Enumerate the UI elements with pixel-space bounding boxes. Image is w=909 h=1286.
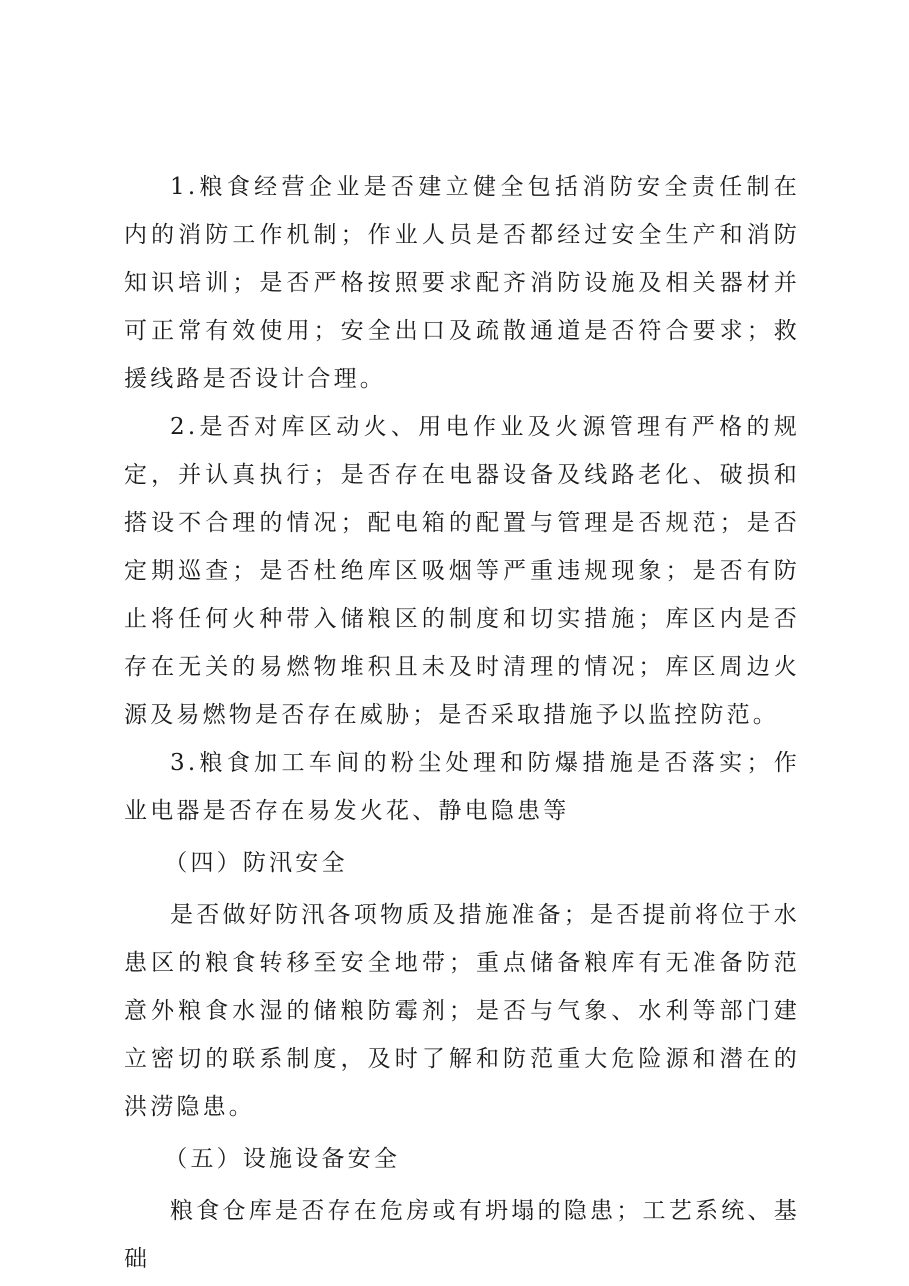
section-heading-facility-safety: （五）设施设备安全 bbox=[164, 1146, 401, 1172]
document-body bbox=[124, 163, 800, 1283]
paragraph-fire-safety-item-1: 1.粮食经营企业是否建立健全包括消防安全责任制在内的消防工作机制；作业人员是否都经过安全生产和消防知识培训；是否严格按照要求配齐消防设施及相关器材并可正常有效使用；安全出口及疏散通道是否符合要求；救援线路是否设计合理。 bbox=[124, 174, 800, 392]
paragraph-facility-safety: 粮食仓库是否存在危房或有坍塌的隐患；工艺系统、基础 bbox=[124, 1198, 800, 1272]
paragraph-fire-safety-item-2: 2.是否对库区动火、用电作业及火源管理有严格的规定，并认真执行；是否存在电器设备及线路老化、破损和搭设不合理的情况；配电箱的配置与管理是否规范；是否定期巡查；是否杜绝库区吸烟等严重违规现象；是否有防止将任何火种带入储粮区的制度和切实措施；库区内是否存在无关的易燃物堆积且未及时清理的情况；库区周边火源及易燃物是否存在威胁；是否采取措施予以监控防范。 bbox=[124, 414, 800, 728]
section-heading-flood-safety: （四）防汛安全 bbox=[164, 850, 348, 876]
paragraph-fire-safety-item-3: 3.粮食加工车间的粉尘处理和防爆措施是否落实；作业电器是否存在易发火花、静电隐患等 bbox=[124, 750, 800, 824]
paragraph-flood-safety: 是否做好防汛各项物质及措施准备；是否提前将位于水患区的粮食转移至安全地带；重点储备粮库有无准备防范意外粮食水湿的储粮防霉剂；是否与气象、水利等部门建立密切的联系制度，及时了解和防范重大危险源和潜在的洪涝隐患。 bbox=[124, 902, 800, 1120]
